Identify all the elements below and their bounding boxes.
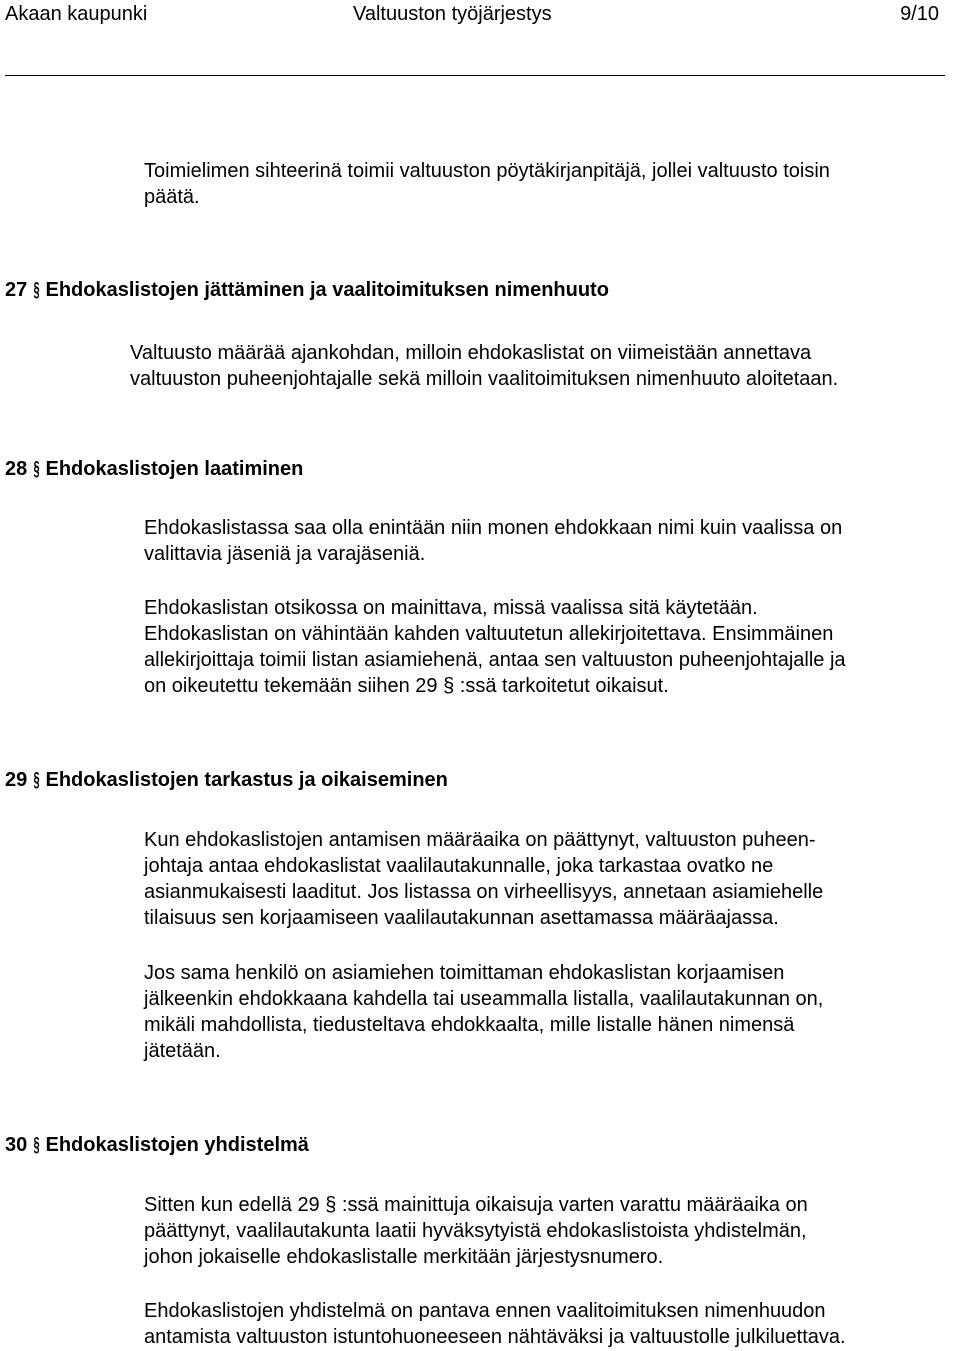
text-line: johon jokaiselle ehdokaslistalle merkitään järjestysnumero.: [144, 1246, 664, 1268]
section-heading-29: [5, 767, 448, 793]
text-line: allekirjoittaja toimii listan asiamiehenä, antaa sen valtuuston puheenjohtajalle ja: [144, 649, 846, 671]
section-symbol: §: [33, 769, 40, 791]
page-header: [5, 0, 945, 78]
section-title: Ehdokaslistojen laatiminen: [45, 458, 304, 480]
text-line: Toimielimen sihteerinä toimii valtuuston pöytäkirjanpitäjä, jollei valtuusto toisin: [144, 160, 830, 182]
section-number: 30: [5, 1134, 28, 1156]
intro-paragraph: [144, 158, 830, 210]
section-title: Ehdokaslistojen jättäminen ja vaalitoimituksen nimenhuuto: [45, 279, 609, 301]
text-line: jätetään.: [144, 1040, 221, 1062]
text-line: tilaisuus sen korjaamiseen vaalilautakunnan asettamassa määräajassa.: [144, 907, 779, 929]
document-title: Valtuuston työjärjestys: [353, 3, 552, 25]
text-line: asianmukaisesti laaditut. Jos listassa on virheellisyys, annetaan asiamiehelle: [144, 881, 824, 903]
organization-name: Akaan kaupunki: [5, 3, 148, 25]
text-line: antamista valtuuston istuntohuoneeseen nähtäväksi ja valtuustolle julkiluettava.: [144, 1326, 846, 1348]
section-symbol: §: [33, 279, 40, 301]
text-line: Ehdokaslistan on vähintään kahden valtuutetun allekirjoitettava. Ensimmäinen: [144, 623, 834, 645]
section-28-paragraph-2: [144, 595, 846, 699]
text-line: päättynyt, vaalilautakunta laatii hyväksytyistä ehdokaslistoista yhdistelmän,: [144, 1220, 807, 1242]
text-line: Valtuusto määrää ajankohdan, milloin ehdokaslistat on viimeistään annettava: [130, 342, 812, 364]
header-divider: [5, 75, 945, 76]
text-line: valtuuston puheenjohtajalle sekä milloin vaalitoimituksen nimenhuuto aloitetaan.: [130, 368, 839, 390]
section-30-paragraph-1: [144, 1192, 808, 1270]
text-line: Kun ehdokaslistojen antamisen määräaika on päättynyt, valtuuston puheen-: [144, 829, 816, 851]
section-symbol: §: [33, 458, 40, 480]
text-line: Ehdokaslistan otsikossa on mainittava, missä vaalissa sitä käytetään.: [144, 597, 758, 619]
section-heading-28: [5, 456, 303, 482]
section-27-paragraph-1: [130, 340, 838, 392]
section-29-paragraph-1: [144, 827, 823, 931]
section-heading-30: [5, 1132, 309, 1158]
text-line: päätä.: [144, 186, 200, 208]
text-line: mikäli mahdollista, tiedusteltava ehdokkaalta, mille listalle hänen nimensä: [144, 1014, 795, 1036]
text-line: Sitten kun edellä 29 § :ssä mainittuja oikaisuja varten varattu määräaika on: [144, 1194, 808, 1216]
text-line: valittavia jäseniä ja varajäseniä.: [144, 543, 426, 565]
section-symbol: §: [33, 1134, 40, 1156]
text-line: Ehdokaslistojen yhdistelmä on pantava ennen vaalitoimituksen nimenhuudon: [144, 1300, 826, 1322]
section-29-paragraph-2: [144, 960, 823, 1064]
section-30-paragraph-2: [144, 1298, 846, 1350]
section-title: Ehdokaslistojen tarkastus ja oikaiseminen: [45, 769, 448, 791]
section-number: 28: [5, 458, 28, 480]
section-heading-27: [5, 277, 609, 303]
text-line: on oikeutettu tekemään siihen 29 § :ssä tarkoitetut oikaisut.: [144, 675, 669, 697]
text-line: johtaja antaa ehdokaslistat vaalilautakunnalle, joka tarkastaa ovatko ne: [144, 855, 774, 877]
text-line: Jos sama henkilö on asiamiehen toimittaman ehdokaslistan korjaamisen: [144, 962, 785, 984]
text-line: Ehdokaslistassa saa olla enintään niin monen ehdokkaan nimi kuin vaalissa on: [144, 517, 843, 539]
section-title: Ehdokaslistojen yhdistelmä: [45, 1134, 309, 1156]
page-number: 9/10: [900, 3, 939, 25]
section-number: 27: [5, 279, 28, 301]
text-line: jälkeenkin ehdokkaana kahdella tai useammalla listalla, vaalilautakunnan on,: [144, 988, 824, 1010]
section-number: 29: [5, 769, 28, 791]
section-28-paragraph-1: [144, 515, 842, 567]
